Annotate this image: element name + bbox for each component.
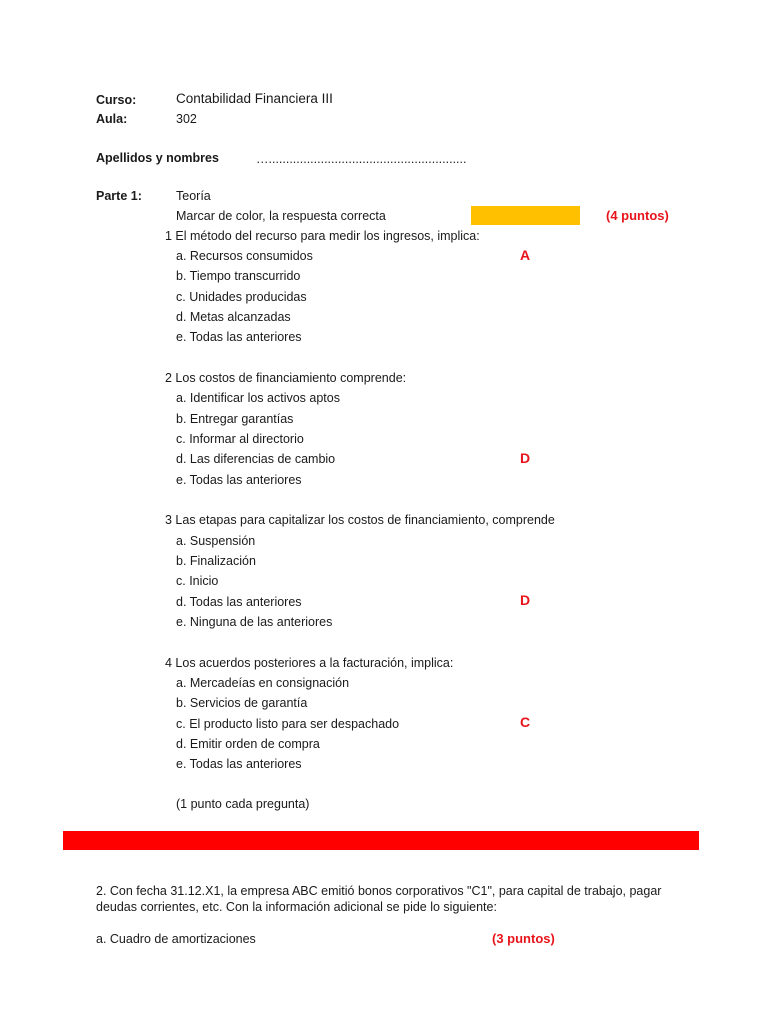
q3-option-d: d. Todas las anteriores xyxy=(176,595,302,609)
q2-option-a: a. Identificar los activos aptos xyxy=(176,391,340,405)
q4-option-d: d. Emitir orden de compra xyxy=(176,737,320,751)
q2-option-e: e. Todas las anteriores xyxy=(176,473,302,487)
curso-label: Curso: xyxy=(96,93,137,107)
parte1-points: (4 puntos) xyxy=(606,208,669,223)
q4-option-e: e. Todas las anteriores xyxy=(176,757,302,771)
q2-answer: D xyxy=(520,450,531,466)
nombres-label: Apellidos y nombres xyxy=(96,151,219,165)
problem-2-line1: 2. Con fecha 31.12.X1, la empresa ABC emitió bonos corporativos "C1", para capital de trabajo, pagar xyxy=(96,884,662,898)
parte1-label: Parte 1: xyxy=(96,189,142,203)
q2-option-b: b. Entregar garantías xyxy=(176,412,294,426)
q3-answer: D xyxy=(520,592,531,608)
question-4: 4 Los acuerdos posteriores a la facturación, implica: xyxy=(165,656,454,670)
q1-option-a: a. Recursos consumidos xyxy=(176,249,313,263)
item-a: a. Cuadro de amortizaciones xyxy=(96,932,256,946)
q1-option-c: c. Unidades producidas xyxy=(176,290,307,304)
aula-label: Aula: xyxy=(96,112,128,126)
problem-2-line2: deudas corrientes, etc. Con la información adicional se pide lo siguiente: xyxy=(96,900,497,914)
q4-option-a: a. Mercadeías en consignación xyxy=(176,676,350,690)
nombres-dots: …......................................................... xyxy=(256,152,467,166)
q1-option-d: d. Metas alcanzadas xyxy=(176,310,291,324)
points-note: (1 punto cada pregunta) xyxy=(176,797,310,811)
q4-answer: C xyxy=(520,714,531,730)
q3-option-b: b. Finalización xyxy=(176,554,256,568)
parte1-title: Teoría xyxy=(176,189,211,203)
item-a-points: (3 puntos) xyxy=(492,931,555,946)
q4-option-c: c. El producto listo para ser despachado xyxy=(176,717,400,731)
question-1: 1 El método del recurso para medir los ingresos, implica: xyxy=(165,229,480,243)
question-2: 2 Los costos de financiamiento comprende: xyxy=(165,371,407,385)
q2-option-c: c. Informar al directorio xyxy=(176,432,304,446)
question-3: 3 Las etapas para capitalizar los costos de financiamiento, comprende xyxy=(165,513,555,527)
parte1-instruction: Marcar de color, la respuesta correcta xyxy=(176,209,386,223)
highlight-swatch xyxy=(471,206,580,225)
q2-option-d: d. Las diferencias de cambio xyxy=(176,452,336,466)
q1-answer: A xyxy=(520,247,531,263)
q3-option-e: e. Ninguna de las anteriores xyxy=(176,615,333,629)
curso-value: Contabilidad Financiera III xyxy=(176,91,333,106)
q4-option-b: b. Servicios de garantía xyxy=(176,696,308,710)
q1-option-e: e. Todas las anteriores xyxy=(176,330,302,344)
q1-option-b: b. Tiempo transcurrido xyxy=(176,269,301,283)
section-separator xyxy=(63,831,699,850)
q3-option-c: c. Inicio xyxy=(176,574,219,588)
aula-value: 302 xyxy=(176,112,197,126)
q3-option-a: a. Suspensión xyxy=(176,534,256,548)
